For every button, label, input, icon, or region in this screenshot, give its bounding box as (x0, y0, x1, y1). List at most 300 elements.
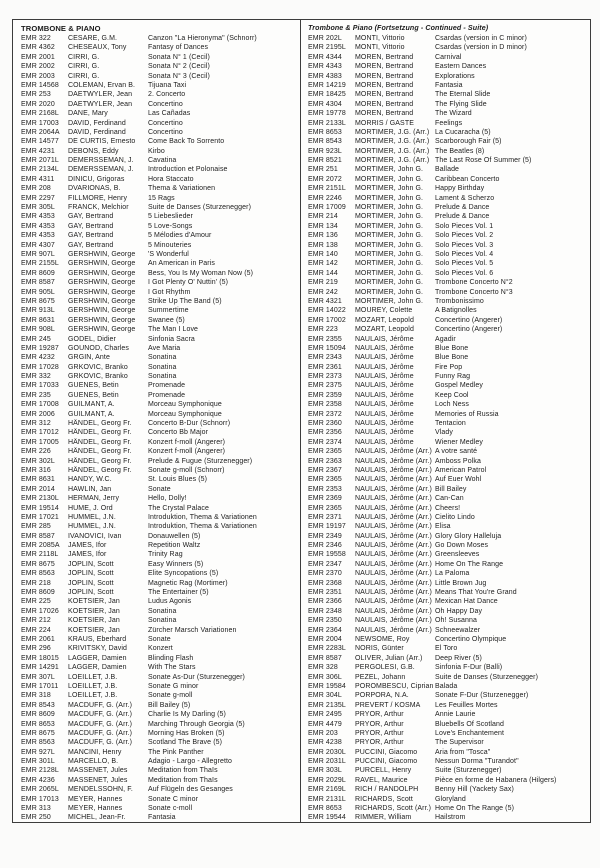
table-row (308, 410, 588, 419)
composer-cell: NAULAIS, Jérôme (Arr.) (355, 448, 432, 456)
table-row (21, 550, 298, 559)
title-cell: Easy Winners (5) (148, 560, 204, 568)
emr-number-cell: EMR 2358 (308, 401, 342, 409)
title-cell: Concertino (148, 128, 183, 136)
emr-number-cell: EMR 322 (21, 35, 51, 42)
title-cell: American Patrol (435, 466, 487, 474)
table-row (21, 165, 298, 174)
composer-cell: NAULAIS, Jérôme (Arr.) (355, 457, 432, 465)
composer-cell: NAULAIS, Jérôme (Arr.) (355, 485, 432, 493)
emr-number-cell: EMR 306L (308, 673, 342, 681)
composer-cell: MOREN, Bertrand (355, 63, 414, 71)
composer-cell: HERMAN, Jerry (68, 495, 120, 503)
composer-cell: NAULAIS, Jérôme (Arr.) (355, 532, 432, 540)
title-cell: Sonate g-moll (148, 692, 193, 700)
table-row (308, 72, 588, 81)
emr-number-cell: EMR 2365 (308, 476, 342, 484)
composer-cell: MORTIMER, John G. (355, 241, 424, 249)
title-cell: Ballade (435, 166, 460, 174)
table-row (308, 748, 588, 757)
table-row (21, 654, 298, 663)
composer-cell: NAULAIS, Jérôme (Arr.) (355, 542, 432, 550)
table-row (21, 522, 298, 531)
table-row (21, 156, 298, 165)
title-cell: Trombonissimo (435, 297, 484, 305)
emr-number-cell: EMR 2364 (308, 626, 342, 634)
emr-number-cell: EMR 144 (308, 269, 338, 277)
emr-number-cell: EMR 4383 (308, 72, 342, 80)
composer-cell: NAULAIS, Jérôme (355, 391, 414, 399)
composer-cell: GUILMANT, A. (68, 410, 115, 418)
emr-number-cell: EMR 2297 (21, 194, 55, 202)
composer-cell: DINICU, Grigoras (68, 175, 125, 183)
emr-number-cell: EMR 19544 (308, 814, 346, 822)
emr-number-cell: EMR 4231 (21, 147, 55, 155)
composer-cell: CIRRI, G. (68, 72, 100, 80)
composer-cell: PUCCINI, Giacomo (355, 758, 418, 766)
emr-number-cell: EMR 242 (308, 288, 338, 296)
emr-number-cell: EMR 2003 (21, 72, 55, 80)
emr-number-cell: EMR 4238 (308, 739, 342, 747)
emr-number-cell: EMR 8543 (21, 701, 55, 709)
emr-number-cell: EMR 4353 (21, 232, 55, 240)
title-cell: Elisa (435, 523, 451, 531)
table-row (308, 776, 588, 785)
title-cell: The Pink Panther (148, 748, 204, 756)
emr-number-cell: EMR 908L (21, 326, 55, 334)
composer-cell: FRANCK, Melchior (68, 204, 129, 212)
table-row (308, 550, 588, 559)
composer-cell: NEWSOME, Roy (355, 636, 410, 643)
composer-cell: GUILMANT, A. (68, 401, 115, 409)
emr-number-cell: EMR 224 (21, 626, 51, 634)
emr-number-cell: EMR 8587 (21, 279, 55, 287)
table-row (21, 90, 298, 99)
table-row (21, 62, 298, 71)
table-row (308, 626, 588, 635)
emr-number-cell: EMR 4353 (21, 222, 55, 230)
composer-cell: GERSHWIN, George (68, 316, 136, 324)
title-cell: Feelings (435, 119, 463, 127)
composer-cell: PRYOR, Arthur (355, 720, 404, 728)
emr-number-cell: EMR 2360 (308, 420, 342, 428)
catalog-rows-left (21, 34, 298, 822)
composer-cell: JAMES, Ifor (68, 542, 107, 550)
table-row (21, 81, 298, 90)
emr-number-cell: EMR 253 (21, 91, 51, 99)
title-cell: Bluebells Of Scotland (435, 720, 505, 728)
title-cell: Cavatina (148, 157, 177, 165)
title-cell: Trinity Rag (148, 551, 183, 559)
composer-cell: NAULAIS, Jérôme (355, 401, 414, 409)
emr-number-cell: EMR 285 (21, 523, 51, 531)
table-row (21, 222, 298, 231)
title-cell: Sonatina (148, 617, 177, 625)
catalog-rows-right (308, 34, 588, 822)
emr-number-cell: EMR 2030L (308, 748, 346, 756)
emr-number-cell: EMR 4321 (308, 297, 342, 305)
table-row (308, 316, 588, 325)
composer-cell: NAULAIS, Jérôme (355, 410, 414, 418)
composer-cell: FILLMORE, Henry (68, 194, 128, 202)
title-cell: Concerto B-Dur (Schnorr) (148, 420, 231, 428)
title-cell: Solo Pieces Vol. 1 (435, 222, 494, 230)
emr-number-cell: EMR 8563 (21, 570, 55, 578)
title-cell: Morning Has Broken (5) (148, 729, 225, 737)
title-cell: I Got Plenty O' Nuttin' (5) (148, 279, 229, 287)
emr-number-cell: EMR 2343 (308, 354, 342, 362)
title-cell: 'S Wonderful (148, 250, 189, 258)
table-row (308, 231, 588, 240)
title-cell: Elite Syncopations (5) (148, 570, 219, 578)
emr-number-cell: EMR 305L (21, 204, 55, 212)
table-row (21, 757, 298, 766)
table-row (308, 494, 588, 503)
table-row (308, 222, 588, 231)
table-row (21, 494, 298, 503)
composer-cell: NAULAIS, Jérôme (355, 382, 414, 390)
title-cell: Adagio - Largo - Allegretto (148, 758, 233, 766)
emr-number-cell: EMR 203 (308, 729, 338, 737)
emr-number-cell: EMR 8675 (21, 560, 55, 568)
emr-number-cell: EMR 2351 (308, 589, 342, 597)
table-row (308, 785, 588, 794)
composer-cell: NAULAIS, Jérôme (355, 335, 414, 343)
title-cell: Lament & Scherzo (435, 194, 495, 202)
emr-number-cell: EMR 223 (308, 326, 338, 334)
emr-number-cell: EMR 17021 (21, 513, 59, 521)
table-row (21, 344, 298, 353)
emr-number-cell: EMR 2348 (308, 607, 342, 615)
title-cell: A Batignolles (435, 307, 477, 315)
composer-cell: MORTIMER, John G. (355, 175, 424, 183)
emr-number-cell: EMR 2071L (21, 157, 59, 165)
emr-number-cell: EMR 4353 (21, 213, 55, 221)
composer-cell: MARCELLO, B. (68, 758, 119, 766)
title-cell: La Paloma (435, 570, 470, 578)
table-row (308, 560, 588, 569)
table-row (21, 438, 298, 447)
title-cell: Solo Pieces Vol. 4 (435, 250, 494, 258)
title-cell: St. Louis Blues (5) (148, 476, 208, 484)
table-row (308, 297, 588, 306)
table-row (308, 701, 588, 710)
emr-number-cell: EMR 907L (21, 250, 55, 258)
composer-cell: NAULAIS, Jérôme (355, 373, 414, 381)
table-row (308, 259, 588, 268)
emr-number-cell: EMR 4307 (21, 241, 55, 249)
composer-cell: COLEMAN, Ervan B. (68, 81, 136, 89)
title-cell: Oh! Susanna (435, 617, 477, 625)
emr-number-cell: EMR 2370 (308, 570, 342, 578)
composer-cell: MACDUFF, G. (Arr.) (68, 711, 133, 719)
emr-number-cell: EMR 8543 (308, 138, 342, 146)
title-cell: Ludus Agonis (148, 598, 192, 606)
composer-cell: NAULAIS, Jérôme (355, 344, 414, 352)
title-cell: Csardas (version in D minor) (435, 44, 527, 52)
table-row (21, 513, 298, 522)
composer-cell: RICHARDS, Scott (355, 795, 413, 803)
table-row (308, 635, 588, 644)
table-row (21, 128, 298, 137)
emr-number-cell: EMR 14577 (21, 138, 59, 146)
composer-cell: GODEL, Didier (68, 335, 116, 343)
title-cell: Concertino (Angerer) (435, 326, 503, 334)
emr-number-cell: EMR 8609 (21, 589, 55, 597)
emr-number-cell: EMR 8631 (21, 476, 55, 484)
composer-cell: DANE, Mary (68, 110, 108, 118)
composer-cell: MACDUFF, G. (Arr.) (68, 720, 133, 728)
emr-number-cell: EMR 17002 (308, 316, 346, 324)
emr-number-cell: EMR 218 (21, 579, 51, 587)
composer-cell: GERSHWIN, George (68, 326, 136, 334)
title-cell: Meditation from Thaïs (148, 767, 218, 775)
title-cell: Little Brown Jug (435, 579, 487, 587)
title-cell: Home On The Range (5) (435, 805, 515, 813)
composer-cell: MOREN, Bertrand (355, 91, 414, 99)
emr-number-cell: EMR 4343 (308, 63, 342, 71)
table-row (308, 372, 588, 381)
table-row (308, 720, 588, 729)
composer-cell: JAMES, Ifor (68, 551, 107, 559)
composer-cell: LAGGER, Damien (68, 654, 127, 662)
composer-cell: MENDELSSOHN, F. (68, 786, 133, 794)
title-cell: Bill Bailey (5) (148, 701, 191, 709)
composer-cell: GERSHWIN, George (68, 307, 136, 315)
emr-number-cell: EMR 2283L (308, 645, 346, 653)
emr-number-cell: EMR 138 (308, 241, 338, 249)
composer-cell: NAULAIS, Jérôme (Arr.) (355, 570, 432, 578)
emr-number-cell: EMR 2020 (21, 100, 55, 108)
title-cell: The Man I Love (148, 326, 199, 334)
title-cell: Benny Hill (Yackety Sax) (435, 786, 514, 794)
title-cell: Strike Up The Band (5) (148, 297, 222, 305)
title-cell: Balada (435, 682, 458, 690)
composer-cell: MANCINI, Henry (68, 748, 122, 756)
emr-number-cell: EMR 17011 (21, 682, 59, 690)
table-row (21, 541, 298, 550)
title-cell: Sonate (148, 636, 171, 643)
emr-number-cell: EMR 208 (21, 185, 51, 193)
emr-number-cell: EMR 2169L (308, 786, 346, 794)
table-row (21, 729, 298, 738)
emr-number-cell: EMR 250 (21, 814, 51, 822)
table-row (21, 457, 298, 466)
title-cell: Home On The Range (435, 560, 504, 568)
title-cell: Donauwellen (5) (148, 532, 201, 540)
title-cell: Amboss Polka (435, 457, 481, 465)
composer-cell: GAY, Bertrand (68, 222, 114, 230)
title-cell: Konzert (148, 645, 173, 653)
emr-number-cell: EMR 2374 (308, 438, 342, 446)
composer-cell: DE CURTIS, Ernesto (68, 138, 136, 146)
table-row (21, 34, 298, 43)
title-cell: Greensleeves (435, 551, 480, 559)
emr-number-cell: EMR 2064A (21, 128, 60, 136)
composer-cell: HUME, J. Ord (68, 504, 113, 512)
title-cell: Sonatina (148, 373, 177, 381)
table-row (308, 203, 588, 212)
table-row (308, 278, 588, 287)
composer-cell: NAULAIS, Jérôme (355, 429, 414, 437)
emr-number-cell: EMR 15094 (308, 344, 346, 352)
title-cell: Come Back To Sorrento (148, 138, 225, 146)
composer-cell: MORTIMER, John G. (355, 166, 424, 174)
composer-cell: JOPLIN, Scott (68, 589, 114, 597)
emr-number-cell: EMR 303L (308, 767, 342, 775)
emr-number-cell: EMR 8675 (21, 297, 55, 305)
emr-number-cell: EMR 2368 (308, 579, 342, 587)
title-cell: Go Down Moses (435, 542, 489, 550)
composer-cell: MOZART, Leopold (355, 326, 414, 334)
emr-number-cell: EMR 2195L (308, 44, 346, 52)
title-cell: Introduction et Polonaise (148, 166, 228, 174)
title-cell: Sinfonia Sacra (148, 335, 195, 343)
emr-number-cell: EMR 142 (308, 260, 338, 268)
table-row (21, 363, 298, 372)
title-cell: Solo Pieces Vol. 2 (435, 232, 494, 240)
title-cell: Marching Through Georgia (5) (148, 720, 245, 728)
composer-cell: RICHARDS, Scott (Arr.) (355, 805, 432, 813)
emr-number-cell: EMR 2061 (21, 636, 55, 643)
table-row (308, 335, 588, 344)
emr-number-cell: EMR 2029L (308, 776, 346, 784)
emr-number-cell: EMR 2002 (21, 63, 55, 71)
emr-number-cell: EMR 2363 (308, 457, 342, 465)
table-row (308, 663, 588, 672)
title-cell: Sonate G minor (148, 682, 199, 690)
composer-cell: GOUNOD, Charles (68, 344, 130, 352)
composer-cell: PRYOR, Arthur (355, 739, 404, 747)
emr-number-cell: EMR 2072 (308, 175, 342, 183)
title-cell: Keep Cool (435, 391, 469, 399)
emr-number-cell: EMR 8653 (308, 128, 342, 136)
composer-cell: MEYER, Hannes (68, 805, 123, 813)
table-row (308, 391, 588, 400)
composer-cell: MORRIS / GASTE (355, 119, 414, 127)
emr-number-cell: EMR 17008 (21, 401, 59, 409)
table-row (308, 513, 588, 522)
composer-cell: DEMERSSEMAN, J. (68, 157, 134, 165)
title-cell: The Wizard (435, 110, 472, 118)
title-cell: Blue Bone (435, 354, 469, 362)
table-row (308, 90, 588, 99)
title-cell: Tijuana Taxi (148, 81, 187, 89)
table-row (21, 626, 298, 635)
table-row (308, 81, 588, 90)
title-cell: Schneewalzer (435, 626, 481, 634)
table-row (21, 663, 298, 672)
title-cell: Mexican Hat Dance (435, 598, 498, 606)
composer-cell: NAULAIS, Jérôme (Arr.) (355, 523, 432, 531)
title-cell: Hailstrom (435, 814, 466, 822)
emr-number-cell: EMR 225 (21, 598, 51, 606)
emr-number-cell: EMR 136 (308, 232, 338, 240)
composer-cell: MOREN, Bertrand (355, 53, 414, 61)
title-cell: Konzert f-moll (Angerer) (148, 448, 226, 456)
composer-cell: NAULAIS, Jérôme (Arr.) (355, 495, 432, 503)
title-cell: Happy Birthday (435, 185, 485, 193)
composer-cell: KRAUS, Eberhard (68, 636, 127, 643)
composer-cell: IVANOVICI, Ivan (68, 532, 122, 540)
title-cell: Sonate As-Dur (Sturzenegger) (148, 673, 245, 681)
table-row (308, 691, 588, 700)
composer-cell: GERSHWIN, George (68, 260, 136, 268)
title-cell: Agadir (435, 335, 456, 343)
composer-cell: MOREN, Bertrand (355, 81, 414, 89)
composer-cell: JOPLIN, Scott (68, 570, 114, 578)
emr-number-cell: EMR 2366 (308, 598, 342, 606)
emr-number-cell: EMR 2151L (308, 185, 346, 193)
catalog-table (12, 19, 591, 823)
table-row (308, 607, 588, 616)
emr-number-cell: EMR 2372 (308, 410, 342, 418)
emr-number-cell: EMR 2085A (21, 542, 60, 550)
emr-number-cell: EMR 14022 (308, 307, 346, 315)
title-cell: Swanee (5) (148, 316, 185, 324)
table-row (308, 363, 588, 372)
table-row (21, 588, 298, 597)
table-row (21, 353, 298, 362)
composer-cell: MEYER, Hannes (68, 795, 123, 803)
table-row (308, 288, 588, 297)
title-cell: Auf Euer Wohl (435, 476, 482, 484)
table-row (21, 447, 298, 456)
composer-cell: PRYOR, Arthur (355, 711, 404, 719)
composer-cell: MORTIMER, John G. (355, 250, 424, 258)
table-row (308, 588, 588, 597)
title-cell: Deep River (5) (435, 654, 482, 662)
title-cell: 5 Mélodies d'Amour (148, 232, 212, 240)
table-row (21, 231, 298, 240)
composer-cell: MOREN, Bertrand (355, 110, 414, 118)
table-row (21, 372, 298, 381)
table-row (308, 344, 588, 353)
emr-number-cell: EMR 134 (308, 222, 338, 230)
table-row (308, 597, 588, 606)
table-row (308, 241, 588, 250)
emr-number-cell: EMR 8631 (21, 316, 55, 324)
emr-number-cell: EMR 307L (21, 673, 55, 681)
table-row (21, 804, 298, 813)
title-cell: Sonata N° 2 (Cecil) (148, 63, 210, 71)
title-cell: Konzert f-moll (Angerer) (148, 438, 226, 446)
emr-number-cell: EMR 2365 (308, 448, 342, 456)
emr-number-cell: EMR 8675 (21, 729, 55, 737)
emr-number-cell: EMR 304L (308, 692, 342, 700)
table-row (21, 597, 298, 606)
composer-cell: KOETSIER, Jan (68, 598, 120, 606)
composer-cell: NAULAIS, Jérôme (355, 420, 414, 428)
emr-number-cell: EMR 140 (308, 250, 338, 258)
composer-cell: MORTIMER, John G. (355, 185, 424, 193)
composer-cell: HUMMEL, J.N. (68, 523, 116, 531)
table-row (21, 410, 298, 419)
table-row (308, 269, 588, 278)
title-cell: Sonate (148, 485, 171, 493)
composer-cell: MASSENET, Jules (68, 776, 128, 784)
composer-cell: MORTIMER, John G. (355, 194, 424, 202)
emr-number-cell: EMR 2133L (308, 119, 346, 127)
table-row (308, 250, 588, 259)
title-cell: Sonatina (148, 363, 177, 371)
composer-cell: OLIVER, Julian (Arr.) (355, 654, 423, 662)
title-cell: Introduktion, Thema & Variationen (148, 513, 257, 521)
emr-number-cell: EMR 14219 (308, 81, 346, 89)
emr-number-cell: EMR 2130L (21, 495, 59, 503)
emr-number-cell: EMR 8563 (21, 739, 55, 747)
table-row (308, 766, 588, 775)
